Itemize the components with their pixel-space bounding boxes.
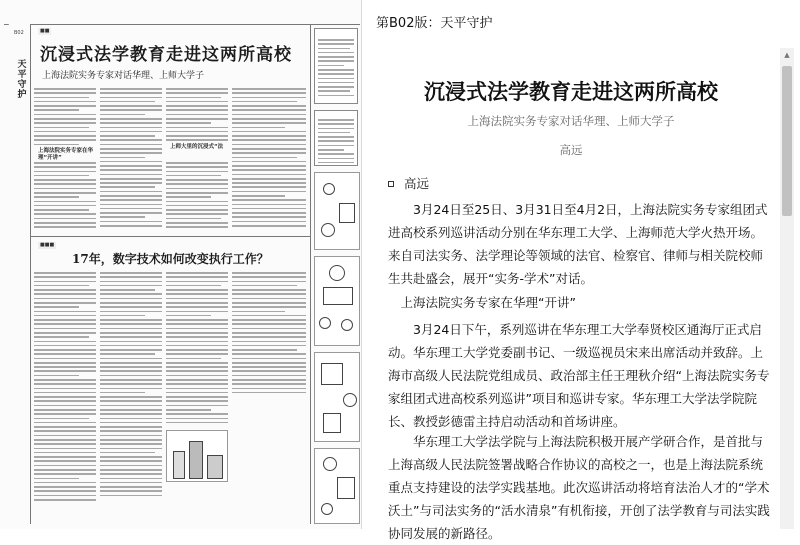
article-subtitle: 上海法院实务专家对话华理、上师大学子 <box>467 114 675 128</box>
column-divider <box>30 24 31 524</box>
section-tag: ■■ <box>40 28 50 34</box>
cartoon-illustration <box>314 256 360 346</box>
paper-headline: 沉浸式法学教育走进这两所高校 <box>40 45 292 65</box>
news-photo <box>166 430 228 482</box>
article-subheading: 上海法院实务专家在华理“开讲” <box>400 295 576 310</box>
article-paragraph: 3月24日至25日、3月31日至4月2日，上海法院实务专家组团式进高校系列巡讲活动分别在华东理工大学、上海师范大学火热开场。来自司法实务、法学理论等领域的法官、检察官、律师与相关院校师生共赴盛会，展开“实务-学术”对话。 <box>388 202 768 286</box>
text-column <box>166 88 228 144</box>
text-column <box>232 272 306 396</box>
triangle-up-icon[interactable]: ▲ <box>784 51 790 59</box>
text-column <box>34 88 96 148</box>
article-paragraph: 3月24日下午，系列巡讲在华东理工大学奉贤校区通海厅正式启动。华东理工大学党委副书记、一级巡视员宋来出席活动并致辞。上海市高级人民法院党组成员、政治部主任王理秋介绍“上海法院实务专家组团式进高校系列巡讲”项目和巡讲专家。华东理工大学法学院院长、教授彭德雷主持启动活动和首场讲座。 <box>388 322 770 429</box>
text-column <box>100 88 162 229</box>
article-content[interactable] <box>362 40 780 541</box>
paper-second-headline: 17年，数字技术如何改变执行工作？ <box>72 252 269 266</box>
author-line-text: 高远 <box>404 176 430 191</box>
sidebar-box <box>314 28 358 104</box>
scrollbar-thumb[interactable] <box>782 66 792 216</box>
article-author: 高远 <box>559 143 583 157</box>
vertical-scrollbar[interactable] <box>780 48 794 529</box>
section-tag: ■■■ <box>40 242 55 248</box>
cartoon-illustration <box>314 352 360 442</box>
text-column <box>100 272 162 499</box>
text-column <box>34 162 96 231</box>
newspaper-page-image[interactable] <box>0 0 362 529</box>
article-title: 沉浸式法学教育走进这两所高校 <box>424 80 718 104</box>
cartoon-illustration <box>314 172 360 250</box>
cartoon-illustration <box>314 448 360 524</box>
article-paragraph: 华东理工大学法学院与上海法院积极开展产学研合作，是首批与上海高级人民法院签署战略合作协议的高校之一，也是上海法院系统重点支持建设的法学实践基地。此次巡讲活动将培育法治人才的“学术沃土”与司法实务的“活水清泉”有机衔接，开创了法学教育与司法实践协同发展的新路径。 <box>388 434 770 541</box>
text-column <box>166 162 228 231</box>
text-column <box>34 272 96 503</box>
sidebar-box <box>314 110 358 166</box>
text-column <box>232 88 306 229</box>
square-bullet-icon <box>388 181 394 187</box>
text-column <box>166 272 228 426</box>
paper-small-heading: 上海法院实务专家在华理“开讲” <box>38 148 94 161</box>
column-divider <box>310 24 311 524</box>
paper-subheadline: 上海法院实务专家对话华理、上师大学子 <box>42 71 205 81</box>
paper-small-heading: 上师大里的沉浸式“法 <box>170 144 224 150</box>
author-line <box>388 174 429 192</box>
top-rule <box>30 24 360 25</box>
article-reader-panel <box>362 0 800 541</box>
masthead-page-label: B02 <box>14 30 24 36</box>
section-rule <box>30 236 310 237</box>
masthead: ━━ B02 天平守护 <box>4 22 27 100</box>
masthead-title: 天平守护 <box>17 60 27 100</box>
edition-label: 第B02版：天平守护 <box>376 16 493 31</box>
